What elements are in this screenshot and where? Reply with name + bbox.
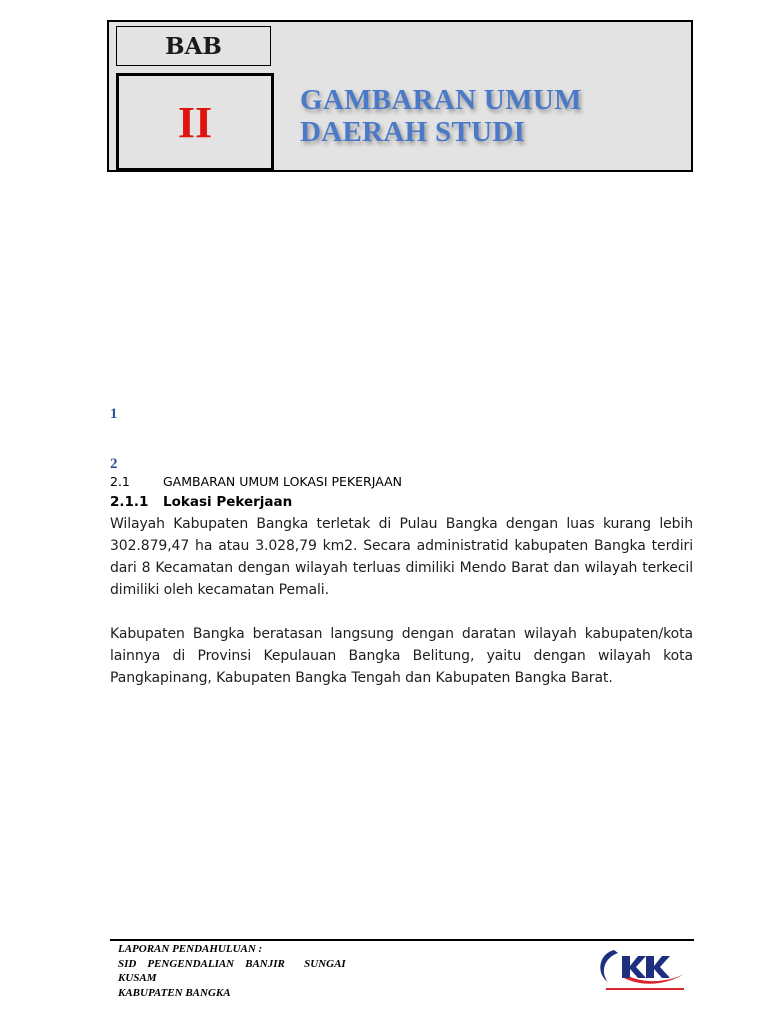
chapter-number: II <box>116 73 274 171</box>
footer-line-1: LAPORAN PENDAHULUAN : <box>118 943 263 955</box>
section-title: GAMBARAN UMUM LOKASI PEKERJAAN <box>163 474 403 489</box>
chapter-title <box>300 84 680 148</box>
heading-number-2: 2 <box>110 456 118 472</box>
footer-text <box>118 942 418 1000</box>
paragraph-2: Kabupaten Bangka beratasan langsung dengan daratan wilayah kabupaten/kota lainnya di Provinsi Kepulauan Bangka Belitung, yaitu dengan wilayah kota Pangkapinang, Kabupaten Bangka Tengah dan Kabupaten Bangka Barat. <box>110 626 693 686</box>
subsection-heading <box>110 494 292 510</box>
paragraph-1: Wilayah Kabupaten Bangka terletak di Pulau Bangka dengan luas kurang lebih 302.879,47 ha atau 3.028,79 km2. Secara administratid kabupaten Bangka terdiri dari 8 Kecamatan dengan wilayah terluas dimiliki Mendo Barat dan wilayah terkecil dimiliki oleh kecamatan Pemali. <box>110 516 693 598</box>
chapter-header <box>107 20 693 172</box>
footer-line-2: SID PENGENDALIAN BANJIR SUNGAI <box>118 957 346 970</box>
company-logo-icon <box>594 944 690 996</box>
subsection-title: Lokasi Pekerjaan <box>163 494 293 510</box>
footer-line-4: KABUPATEN BANGKA <box>118 986 231 999</box>
footer-divider <box>110 939 694 941</box>
heading-number-1: 1 <box>110 406 118 422</box>
chapter-title-line-1: GAMBARAN UMUM <box>300 84 582 116</box>
section-number: 2.1 <box>110 474 130 489</box>
chapter-title-line-2: DAERAH STUDI <box>300 116 526 148</box>
section-heading <box>110 474 402 489</box>
subsection-number: 2.1.1 <box>110 494 149 510</box>
footer-line-3: KUSAM <box>118 972 157 984</box>
bab-label: BAB <box>116 26 271 66</box>
